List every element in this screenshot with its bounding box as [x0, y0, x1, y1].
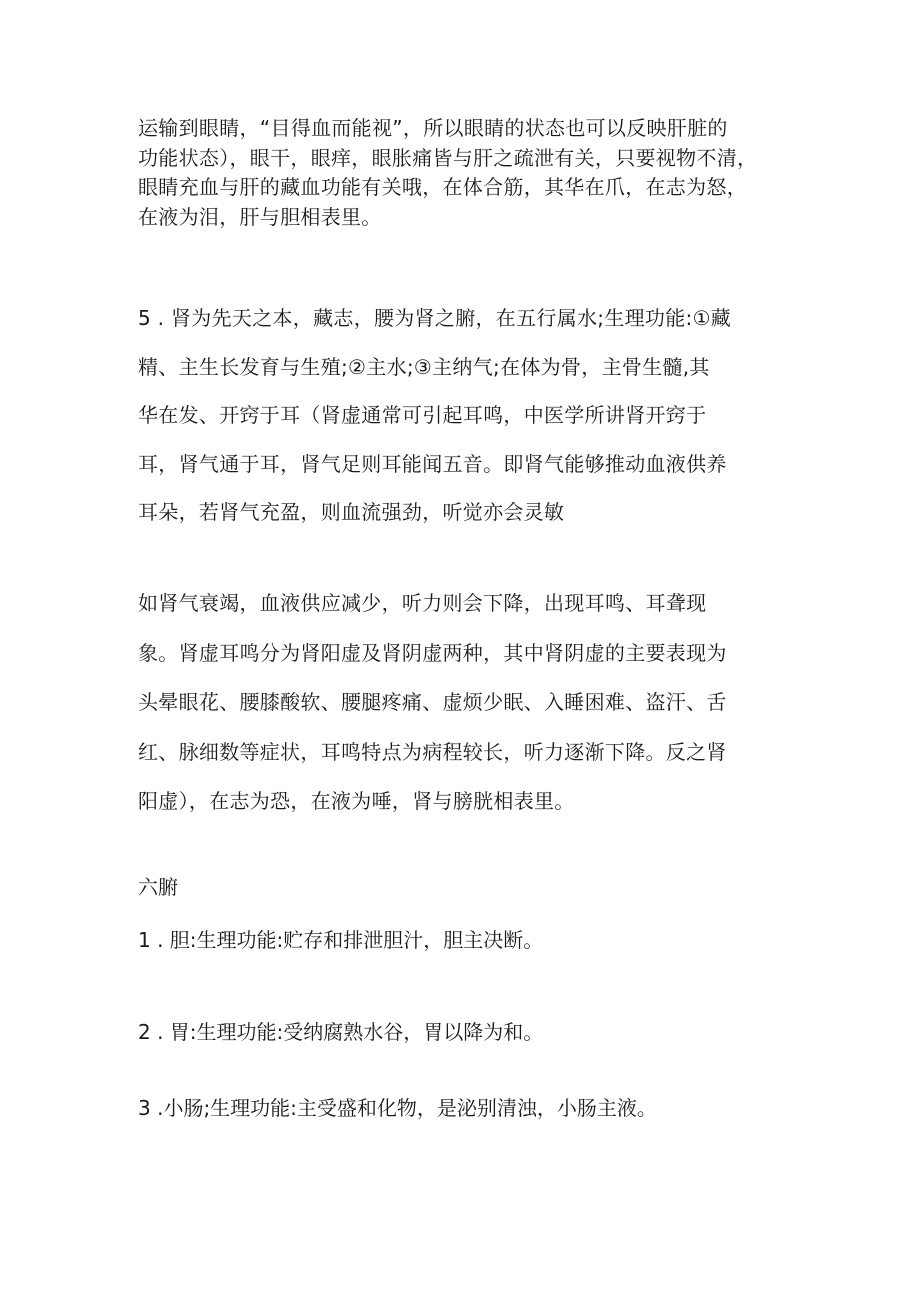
- text-line: 红、脉细数等症状，耳鸣特点为病程较长，听力逐渐下降。反之肾: [138, 739, 727, 764]
- text-line: 运输到眼睛，“目得血而能视”，所以眼睛的状态也可以反映肝脏的: [138, 116, 728, 140]
- list-item: 3 .小肠;生理功能:主受盛和化物，是泌别清浊，小肠主液。: [138, 1096, 657, 1120]
- text-line: 华在发、开窍于耳（肾虚通常可引起耳鸣，中医学所讲肾开窍于: [138, 403, 707, 427]
- paragraph-liver-end: [138, 114, 788, 232]
- section-heading: 六腑: [138, 875, 178, 899]
- text-line: 5 . 肾为先天之本，藏志，腰为肾之腑，在五行属水;生理功能:①藏: [138, 306, 732, 330]
- text-line: 阳虚），在志为恐，在液为唾，肾与膀胱相表里。: [138, 789, 575, 813]
- text-line: 在液为泪，肝与胆相表里。: [138, 204, 382, 229]
- paragraph-kidney-continued: [138, 579, 788, 827]
- text-line: 功能状态），眼干，眼痒，眼胀痛皆与肝之疏泄有关，只要视物不清，: [138, 145, 758, 170]
- text-line: 眼睛充血与肝的藏血功能有关哦，在体合筋，其华在爪，在志为怒，: [138, 175, 747, 199]
- list-item: 2 . 胃:生理功能:受纳腐熟水谷，胃以降为和。: [138, 1020, 544, 1044]
- text-line: 耳朵，若肾气充盈，则血流强劲，听觉亦会灵敏: [138, 500, 565, 524]
- paragraph-kidney: [138, 294, 788, 537]
- text-line: 精、主生长发育与生殖;②主水;③主纳气;在体为骨，主骨生髓,其: [138, 354, 710, 379]
- text-line: 耳，肾气通于耳，肾气足则耳能闻五音。即肾气能够推动血液供养: [138, 451, 727, 476]
- text-line: 头晕眼花、腰膝酸软、腰腿疼痛、虚烦少眠、入睡困难、盗汗、舌: [138, 690, 727, 714]
- text-line: 如肾气衰竭，血液供应减少，听力则会下降，出现耳鸣、耳聋现: [138, 591, 707, 615]
- text-line: 象。肾虚耳鸣分为肾阳虚及肾阴虚两种，其中肾阴虚的主要表现为: [138, 640, 727, 665]
- list-item: 1 . 胆:生理功能:贮存和排泄胆汁，胆主决断。: [138, 928, 544, 952]
